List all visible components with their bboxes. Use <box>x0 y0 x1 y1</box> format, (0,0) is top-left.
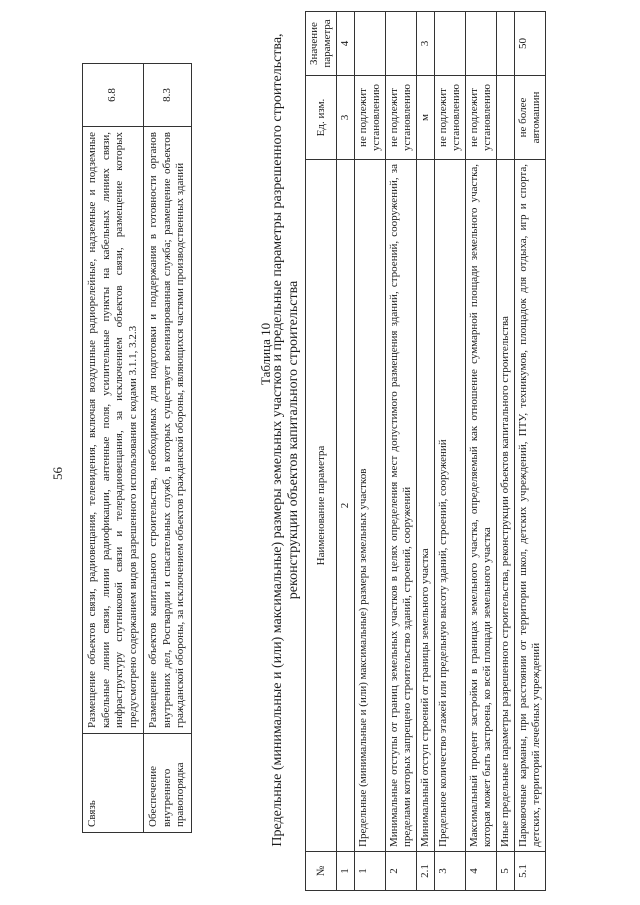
col-number: 4 <box>337 12 355 76</box>
row-name: Иные предельные параметры разрешенного строительства, реконструкции объектов капитального строительства <box>497 160 515 852</box>
row-unit: м <box>417 76 435 160</box>
table-row <box>355 12 386 891</box>
table-row <box>386 12 417 891</box>
use-description: Размещение объектов связи, радиовещания, телевидения, включая воздушные радиорелейные, надземные и подземные кабельные линии связи, линии радиофикации, антенные поля, усилительные пункты на кабельных линиях связи, инфраструктуру спутниковой связи и телерадиовещания, за исключением объектов связи, размещение которых предусмотрено содержанием видов разрешенного использования с кодами 3.1.1, 3.2.3 <box>83 127 144 734</box>
table-row <box>417 12 435 891</box>
row-name: Парковочные карманы, при расстоянии от территории школ, детских учреждений, ПТУ, техникумов, площадок для отдыха, игр и спорта, детских, территорий лечебных учреждений <box>515 160 546 852</box>
row-name: Предельные (минимальные и (или) максимальные) размеры земельных участков <box>355 160 386 852</box>
row-value <box>386 12 417 76</box>
row-value <box>435 12 466 76</box>
header-name: Наименование параметра <box>306 160 337 852</box>
row-value: 50 <box>515 12 546 76</box>
row-value <box>355 12 386 76</box>
table-caption: Таблица 10 <box>258 322 273 385</box>
row-num: 1 <box>355 852 386 891</box>
table-row <box>497 12 515 891</box>
row-unit: не подлежит установлению <box>435 76 466 160</box>
table-row <box>144 64 192 833</box>
col-number: 1 <box>337 852 355 891</box>
row-name: Минимальный отступ строений от границы земельного участка <box>417 160 435 852</box>
table-row <box>515 12 546 891</box>
row-name: Минимальные отступы от границ земельных участков в целях определения мест допустимого размещения зданий, строений, сооружений, за пределами которых запрещено строительство зданий, строений, сооружений <box>386 160 417 852</box>
row-value <box>497 12 515 76</box>
page-number: 56 <box>50 467 65 480</box>
row-num: 2 <box>386 852 417 891</box>
row-name: Максимальный процент застройки в границах земельного участка, определяемый как отношение суммарной площади земельного участка, которая может быть застроена, ко всей площади земельного участка <box>466 160 497 852</box>
row-name: Предельное количество этажей или предельную высоту зданий, строений, сооружений <box>435 160 466 852</box>
header-unit: Ед. изм. <box>306 76 337 160</box>
row-num: 4 <box>466 852 497 891</box>
header-num: № <box>306 852 337 891</box>
use-description: Размещение объектов капитального строительства, необходимых для подготовки и поддержания в готовности органов внутренних дел, Росгвардии и спасательных служб, в которых существует военизированная служба; размещение объектов гражданской обороны, за исключением объектов гражданской обороны, являющихся частями производственных зданий <box>144 127 192 734</box>
column-number-row <box>337 12 355 891</box>
land-use-table <box>82 63 192 833</box>
row-num: 2.1 <box>417 852 435 891</box>
use-code: 8.3 <box>144 64 192 127</box>
header-value: Значение параметра <box>306 12 337 76</box>
row-unit: не подлежит установлению <box>466 76 497 160</box>
col-number: 3 <box>337 76 355 160</box>
use-name: Обеспечение внутреннего правопорядка <box>144 734 192 833</box>
row-unit: не подлежит установлению <box>355 76 386 160</box>
col-number: 2 <box>337 160 355 852</box>
table-row <box>435 12 466 891</box>
row-value: 3 <box>417 12 435 76</box>
row-unit <box>497 76 515 160</box>
row-num: 5 <box>497 852 515 891</box>
header-row <box>306 12 337 891</box>
use-code: 6.8 <box>83 64 144 127</box>
row-value <box>466 12 497 76</box>
row-num: 3 <box>435 852 466 891</box>
parameters-table <box>305 11 546 891</box>
row-unit: не подлежит установлению <box>386 76 417 160</box>
row-unit: не более автомашин <box>515 76 546 160</box>
table-title: Предельные (минимальные и (или) максимальные) размеры земельных участков и предельные параметры разрешенного строительства, реконструкции объектов капитального строительства <box>270 33 301 847</box>
table-row <box>83 64 144 833</box>
use-name: Связь <box>83 734 144 833</box>
row-num: 5.1 <box>515 852 546 891</box>
table-row <box>466 12 497 891</box>
